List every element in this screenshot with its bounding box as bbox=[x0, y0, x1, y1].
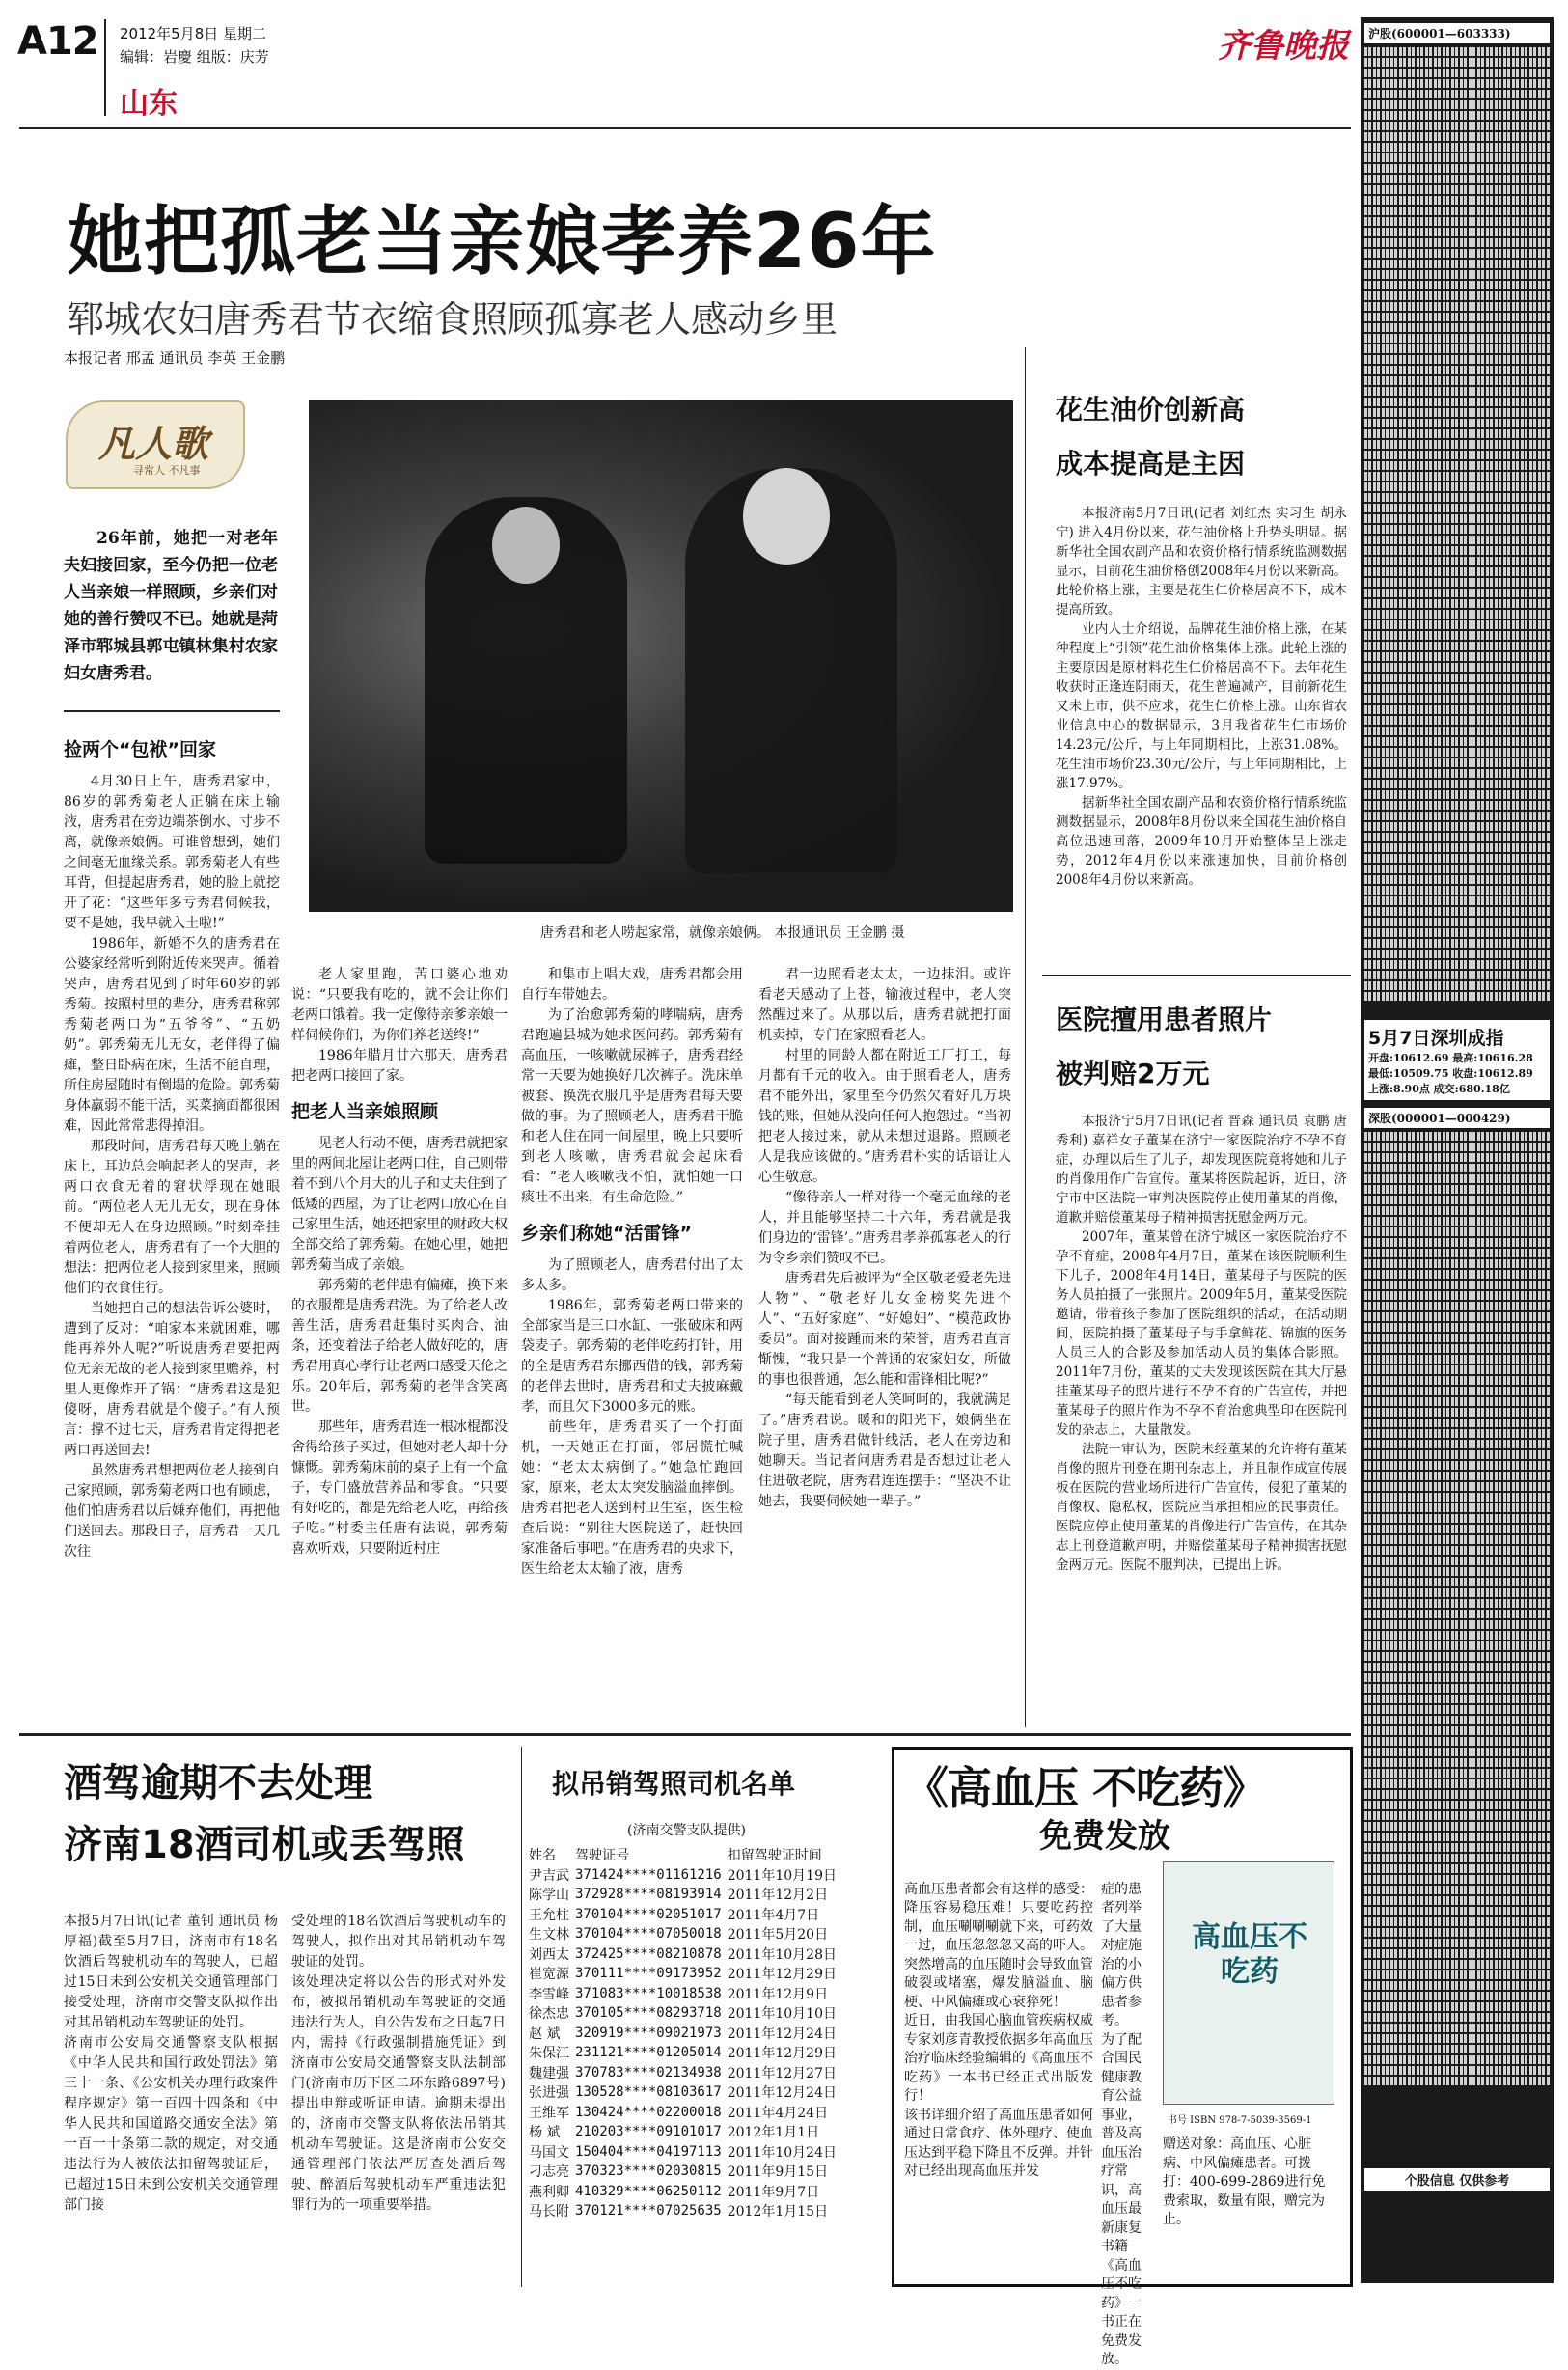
main-photo bbox=[309, 400, 1013, 912]
ad-book-isbn: 书号 ISBN 978-7-5039-3569-1 bbox=[1168, 2115, 1312, 2126]
photo-caption: 唐秀君和老人唠起家常，就像亲娘俩。 本报通讯员 王金鹏 摄 bbox=[540, 925, 905, 941]
lead-rule bbox=[64, 710, 280, 712]
drunk-col-1: 本报5月7日讯(记者 董钊 通讯员 杨厚福)截至5月7日，济南市有18名饮酒后驾驶机动车的驾驶人，已超过15日未到公安机关交通管理部门接受处理，济南市交警支队拟作出对其吊销机动车驾驶证的处罚。 济南市公安局交通警察支队根据《中华人民共和国行政处罚法》第三十一条、《公安机关办理行政案件程序规定》第一百四十四条和《中华人民共和国道路交通安全法》第一百一十条第二款的规定，对交通违法行为人被依法扣留驾驶证后，已超过15日未到公安机关交通管理部门接 bbox=[64, 1914, 278, 2213]
table-row: 燕利卿 410329****06250112 2011年9月7日 bbox=[529, 2183, 820, 2200]
table-row: 马长附 370121****07025635 2012年1月15日 bbox=[529, 2203, 829, 2220]
subhead-2: 把老人当亲娘照顾 bbox=[291, 1101, 439, 1122]
hospital-headline-2: 被判赔2万元 bbox=[1056, 1058, 1210, 1089]
roster-col-name: 姓名 bbox=[529, 1848, 556, 1864]
main-subheadline: 郓城农妇唐秀君节衣缩食照顾孤寡老人感动乡里 bbox=[68, 298, 839, 341]
hospital-headline-1: 医院擅用患者照片 bbox=[1056, 1004, 1273, 1035]
roster-source: (济南交警支队提供) bbox=[627, 1823, 746, 1838]
table-row: 刁志亮 370323****02030815 2011年9月15日 bbox=[529, 2163, 829, 2181]
ad-subtitle: 免费发放 bbox=[1039, 1817, 1170, 1856]
subhead-3: 乡亲们称她“活雷锋” bbox=[521, 1223, 692, 1244]
stock-index-line: 最低:10509.75 收盘:10612.89 bbox=[1368, 1067, 1533, 1080]
drunk-col-2: 受处理的18名饮酒后驾驶机动车的驾驶人，拟作出对其吊销机动车驾驶证的处罚。 该处理决定将以公告的形式对外发布，被拟吊销机动车驾驶证的交通违法行为人，自公告发布之日起7日内，需持《行政强制措施凭证》到济南市公安局交通警察支队法制部门(济南市历下区二环东路6897号)提出申辩或听证申请。逾期未提出的，济南市交警支队将依法吊销其机动车驾驶证。这是济南市公安交通管理部门依法严厉查处酒后驾驶、醉酒后驾驶机动车严重违法犯罪行为的一项重要举措。 bbox=[291, 1914, 506, 2213]
lead-paragraph: 26年前，她把一对老年夫妇接回家，至今仍把一位老人当亲娘一样照顾，乡亲们对她的善行赞叹不已。她就是菏泽市郓城县郭屯镇林集村农家妇女唐秀君。 bbox=[64, 529, 278, 683]
table-row: 陈学山 372928****08193914 2011年12月2日 bbox=[529, 1887, 829, 1904]
table-row: 刘西太 372425****08210878 2011年10月28日 bbox=[529, 1945, 837, 1963]
section-name: 山东 bbox=[120, 87, 178, 121]
peanut-body: 本报济南5月7日讯(记者 刘红杰 实习生 胡永宁) 进入4月份以来，花生油价格上升势头明显。据新华社全国农副产品和农资价格行情系统监测数据显示，目前花生油价格创2008年4月份以来新高。此轮价格上涨，主要是花生仁价格居高不下，成本提高所致。 业内人士介绍说，品牌花生油价格上涨，在某种程度上“引领”花生油价格集体上涨。此轮上涨的主要原因是原材料花生仁价格居高不下。去年花生收获时正逢连阴雨天，花生普遍减产，目前新花生又未上市，供不应求，花生仁价格上涨。山东省农业信息中心的数据显示，3月我省花生仁市场价14.23元/公斤，与上年同期相比，上涨31.08%。花生油市场价23.30元/公斤，与上年同期相比，上涨17.97%。 据新华社全国农副产品和农资价格行情系统监测数据显示，2008年8月份以来全国花生油价格自高位迅速回落，2009年10月开始整体呈上涨走势，2012年4月份以来涨速加快，目前价格创2008年4月份以来新高。 bbox=[1056, 506, 1347, 888]
table-row: 李雪峰 371083****10018538 2011年12月9日 bbox=[529, 1985, 829, 2002]
ad-left-text: 高血压患者都会有这样的感受：降压容易稳压难！只要吃药控制，血压唰唰唰就下来，可药效一过，血压忽忽忽又高的吓人。突然增高的血压随时会导致血管破裂或堵塞，爆发脑溢血、脑梗、中风偏瘫或心衰猝死！ 近日，由我国心脑血管疾病权威专家刘彦青教授依据多年高血压治疗临床经验编辑的《高血压不吃药》一本书已经正式出版发行！ 该书详细介绍了高血压患者如何通过日常食疗、体外理疗、使血压达到平稳下降且不反弹。并针对已经出现高血压并发 bbox=[904, 1881, 1093, 2179]
roster-header-row bbox=[529, 1845, 842, 1865]
header-rule bbox=[19, 127, 1351, 129]
table-row: 赵 斌 320919****09021973 2011年12月24日 bbox=[529, 2025, 837, 2042]
main-col-3: 和集市上唱大戏，唐秀君都会用自行车带她去。 为了治愈郭秀菊的哮喘病，唐秀君跑遍县城为她求医问药。郭秀菊有高血压，一咳嗽就尿裤子，唐秀君经常一天要为她换好几次裤子。洗床单被套、换洗衣服几乎是唐秀君每天要做的事。为了照顾老人，唐秀君干脆和老人住在同一间屋里，晚上只要听到老人咳嗽，唐秀君就会起床看看：“老人咳嗽我不怕，就怕她一口痰吐不出来，有生命危险。” 乡亲们称她“活雷锋” 为了照顾老人，唐秀君付出了太多太多。 1986年，郭秀菊老两口带来的全部家当是三口水缸、一张破床和两袋麦子。郭秀菊的老伴吃药打针，用的全是唐秀君东挪西借的钱，郭秀菊的老伴去世时，唐秀君和丈夫披麻戴孝，而且欠下3000多元的账。 前些年，唐秀君买了一个打面机，一天她正在打面，邻居慌忙喊她：“老太太病倒了。”她急忙跑回家，原来，老太太突发脑溢血摔倒。唐秀君把老人送到村卫生室，医生检查后说：“别往大医院送了，赶快回家准备后事吧。”在唐秀君的央求下，医生给老太太输了液，唐秀 bbox=[521, 967, 743, 1577]
right-col-divider bbox=[1025, 347, 1026, 1727]
stock-strip bbox=[1361, 17, 1554, 2283]
editors-line: 编辑：岩慶 组版：庆芳 bbox=[120, 48, 269, 66]
main-headline: 她把孤老当亲娘孝养26年 bbox=[68, 199, 937, 286]
column-logo-tagline: 寻常人 不凡事 bbox=[133, 464, 201, 477]
table-row: 王允柱 370104****02051017 2011年4月7日 bbox=[529, 1906, 820, 1923]
table-row: 王维军 130424****02200018 2011年4月24日 bbox=[529, 2104, 829, 2121]
stock-index-line: 开盘:10612.69 最高:10616.28 bbox=[1368, 1052, 1533, 1064]
stock-footer: 个股信息 仅供参考 bbox=[1364, 2168, 1550, 2191]
stock-listing-sz bbox=[1361, 1132, 1554, 2164]
drunk-headline-2: 济南18酒司机或丢驾照 bbox=[64, 1823, 465, 1867]
paper-logo: 齐鲁晚报 bbox=[1218, 27, 1349, 66]
table-row: 马国文 150404****04197113 2011年10月24日 bbox=[529, 2143, 837, 2161]
roster-table bbox=[529, 1845, 842, 2221]
peanut-headline-1: 花生油价创新高 bbox=[1056, 394, 1246, 426]
main-col-2: 老人家里跑，苦口婆心地劝说：“只要我有吃的，就不会让你们老两口饿着。我一定像待亲爹亲娘一样伺候你们，为你们养老送终!” 1986年腊月廿六那天，唐秀君把老两口接回了家。 把老人当亲娘照顾 见老人行动不便，唐秀君就把家里的两间北屋让老两口住，自己则带着不到八个月大的儿子和丈夫住到了低矮的西屋，为了让老两口放心在自己家里生活，她还把家里的财政大权全部交给了郭秀菊。在她心里，她把郭秀菊当成了亲娘。 郭秀菊的老伴患有偏瘫，换下来的衣服都是唐秀君洗。为了给老人改善生活，唐秀君赶集时买肉合、油条，还变着法子给老人做好吃的，唐秀君用真心孝行让老两口感受天伦之乐。20年后，郭秀菊的老伴含笑离世。 那些年，唐秀君连一根冰棍都没舍得给孩子买过，但她对老人却十分慷慨。郭秀菊床前的桌子上有一个盒子，专门盛放营养品和零食。“只要有好吃的，都是先给老人吃，再给孩子吃。”村委主任唐有法说，郭秀菊喜欢听戏，只要附近村庄 bbox=[291, 967, 508, 1557]
peanut-headline-2: 成本提高是主因 bbox=[1056, 448, 1246, 480]
peanut-rule bbox=[1042, 975, 1351, 976]
stock-listing-sh bbox=[1361, 47, 1554, 1012]
page-number: A12 bbox=[17, 19, 98, 64]
ad-bottom-text: 赠送对象：高血压、心脏病、中风偏瘫患者。可拨打：400-699-2869进行免费索取，数量有限，赠完为止。 bbox=[1163, 2136, 1326, 2227]
subhead-1: 捡两个“包袱”回家 bbox=[64, 739, 216, 760]
masthead-divider bbox=[104, 19, 106, 116]
ad-box bbox=[892, 1747, 1353, 2367]
table-row: 徐杰忠 370105****08293718 2011年10月10日 bbox=[529, 2005, 837, 2023]
table-row: 生文林 370104****07050018 2011年5月20日 bbox=[529, 1926, 829, 1943]
drunk-headline-1: 酒驾逾期不去处理 bbox=[64, 1761, 372, 1805]
stock-index-line: 上涨:8.90点 成交:680.18亿 bbox=[1368, 1083, 1510, 1095]
date-line: 2012年5月8日 星期二 bbox=[120, 25, 267, 42]
roster-col-license: 驾驶证号 bbox=[575, 1848, 629, 1864]
table-row: 张进强 130528****08103617 2011年12月24日 bbox=[529, 2084, 837, 2102]
stock-sh-header: 沪股(600001—603333) bbox=[1364, 23, 1550, 43]
roster-title: 拟吊销驾照司机名单 bbox=[552, 1768, 796, 1800]
table-row: 魏建强 370783****02134938 2011年12月27日 bbox=[529, 2064, 837, 2081]
main-col-4: 君一边照看老太太，一边抹泪。或许看老天感动了上苍，输液过程中，老人突然醒过来了。从那以后，唐秀君就把打面机卖掉，专门在家照看老人。 村里的同龄人都在附近工厂打工，每月都有千元的收入。由于照看老人，唐秀君不能外出，家里至今仍然欠着好几万块钱的账，但她从没向任何人抱怨过。“当初把老人接过来，就从未想过退路。照顾老人是我应该做的。”唐秀君朴实的话语让人心生敬意。 “像待亲人一样对待一个毫无血缘的老人，并且能够坚持二十六年，秀君就是我们身边的‘雷锋’。”唐秀君孝养孤寡老人的行为令乡亲们赞叹不已。 唐秀君先后被评为“全区敬老爱老先进人物”、“敬老好儿女金榜奖先进个人”、“五好家庭”、“好媳妇”、“模范政协委员”。面对接踵而来的荣誉，唐秀君直言惭愧，“我只是一个普通的农家妇女，所做的事也很普通，怎么能和雷锋相比呢?” “每天能看到老人笑呵呵的，我就满足了。”唐秀君说。暖和的阳光下，娘俩坐在院子里，唐秀君做针线活，老人在旁边和她聊天。当记者问唐秀君是否想过让老人住进敬老院，唐秀君连连摆手：“坚决不让她去，我要伺候她一辈子。” bbox=[758, 967, 1011, 1509]
table-row: 朱保江 231121****01205014 2011年12月29日 bbox=[529, 2045, 837, 2062]
photo-face-elder bbox=[492, 507, 560, 584]
ad-mid-text: 症的患者列举了大量对症施治的小偏方供患者参考。 为了配合国民健康教育公益事业，普及高血压治疗常识，高血压最新康复书籍《高血压不吃药》一书正在免费发放。 bbox=[1101, 1881, 1142, 2367]
column-logo-title: 凡人歌 bbox=[98, 422, 209, 465]
table-row: 尹吉武 371424****01161216 2011年10月19日 bbox=[529, 1866, 837, 1884]
hospital-body: 本报济宁5月7日讯(记者 晋森 通讯员 袁鹏 唐秀利) 嘉祥女子董某在济宁一家医院治疗不孕不育症，办理以后生了儿子，却发现医院竟将她和儿子的肖像用作广告宣传。董某将医院起诉，近日，济宁市中区法院一审判决医院停止使用董某的肖像，道歉并赔偿董某母子精神损害抚慰金两万元。 2007年，董某曾在济宁城区一家医院治疗不孕不育症，2008年4月7日，董某在该医院顺利生下儿子，2008年4月14日，董某母子与医院的医务人员拍摄了一张照片。2009年5月，董某受医院邀请，带着孩子参加了医院组织的活动，在活动期间，医院拍摄了董某母子与手拿鲜花、锦旗的医务人员三人的合影及参加活动人员的集体合影照。2011年7月份，董某的丈夫发现该医院在其大厅悬挂董某母子的照片进行不孕不育的广告宣传，并把董某母子的照片作为不孕不育治愈典型印在医院刊发的杂志上，大量散发。 法院一审认为，医院未经董某的允许将有董某肖像的照片刊登在期刊杂志上，并且制作成宣传展板在医院的营业场所进行广告宣传，侵犯了董某的肖像权、隐私权，医院应当承担相应的民事责任。医院应停止使用董某的肖像进行广告宣传，在其杂志上刊登道歉声明，并赔偿董某母子精神损害抚慰金两万元。医院不服判决，已提出上诉。 bbox=[1056, 1114, 1347, 1573]
column-logo bbox=[66, 400, 245, 489]
main-col-1: 4月30日上午，唐秀君家中，86岁的郭秀菊老人正躺在床上输液，唐秀君在旁边端茶倒水、寸步不离，就像亲娘俩。可谁曾想到，她们之间毫无血缘关系。郭秀菊老人有些耳背，但提起唐秀君，她的脸上就挖开了花：“这些年多亏秀君伺候我，要不是她，我早就入土啦!” 1986年，新婚不久的唐秀君在公婆家经常听到附近传来哭声。循着哭声，唐秀君见到了时年60岁的郭秀菊。按照村里的辈分，唐秀君称郭秀菊老两口为“五爷爷”、“五奶奶”。郭秀菊无儿无女，老伴得了偏瘫，整日卧病在床，生活不能自理，所住房屋随时有倒塌的危险。郭秀菊身体羸弱不能干活，买菜摘面都很困难，因此常常悲得掉泪。 那段时间，唐秀君每天晚上躺在床上，耳边总会响起老人的哭声，老两口衣食无着的窘状浮现在她眼前。“两位老人无儿无女，现在身体不便却无人在身边照顾。”时刻牵挂着两位老人，唐秀君有了一个大胆的想法：把两位老人接到家里来，照顾他们的衣食住行。 当她把自己的想法告诉公婆时，遭到了反对：“咱家本来就困难，哪能再养外人呢?”听说唐秀君要把两位无亲无故的老人接到家里赡养，村里人更像炸开了锅：“唐秀君这是犯傻呀，唐秀君就是个傻子。”有人预言：撑不过七天，唐秀君肯定得把老两口再送回去! 虽然唐秀君想把两位老人接到自己家照顾，郭秀菊老两口也有顾虑，他们怕唐秀君以后嫌弃他们，再把他们送回去。那段日子，唐秀君一天几次往 bbox=[64, 774, 280, 1559]
stock-sz-header: 深股(000001—000429) bbox=[1364, 1108, 1550, 1128]
photo-face-woman bbox=[743, 468, 830, 565]
stock-index-title: 5月7日深圳成指 bbox=[1368, 1028, 1504, 1049]
stock-index-box bbox=[1364, 1020, 1550, 1100]
roster-col-date: 扣留驾驶证时间 bbox=[727, 1848, 822, 1864]
ad-book-title: 高血压不吃药 bbox=[1192, 1920, 1307, 1989]
main-byline: 本报记者 邢孟 通讯员 李英 王金鹏 bbox=[64, 349, 286, 367]
table-row: 杨 斌 210203****09101017 2012年1月1日 bbox=[529, 2124, 820, 2141]
ad-title: 《高血压 不吃药》 bbox=[904, 1762, 1267, 1814]
drunk-divider bbox=[521, 1747, 522, 2287]
main-bottom-rule bbox=[19, 1733, 1351, 1736]
ad-book-cover bbox=[1163, 1861, 1334, 2126]
table-row: 崔宽源 370111****09173952 2011年12月29日 bbox=[529, 1966, 837, 1983]
